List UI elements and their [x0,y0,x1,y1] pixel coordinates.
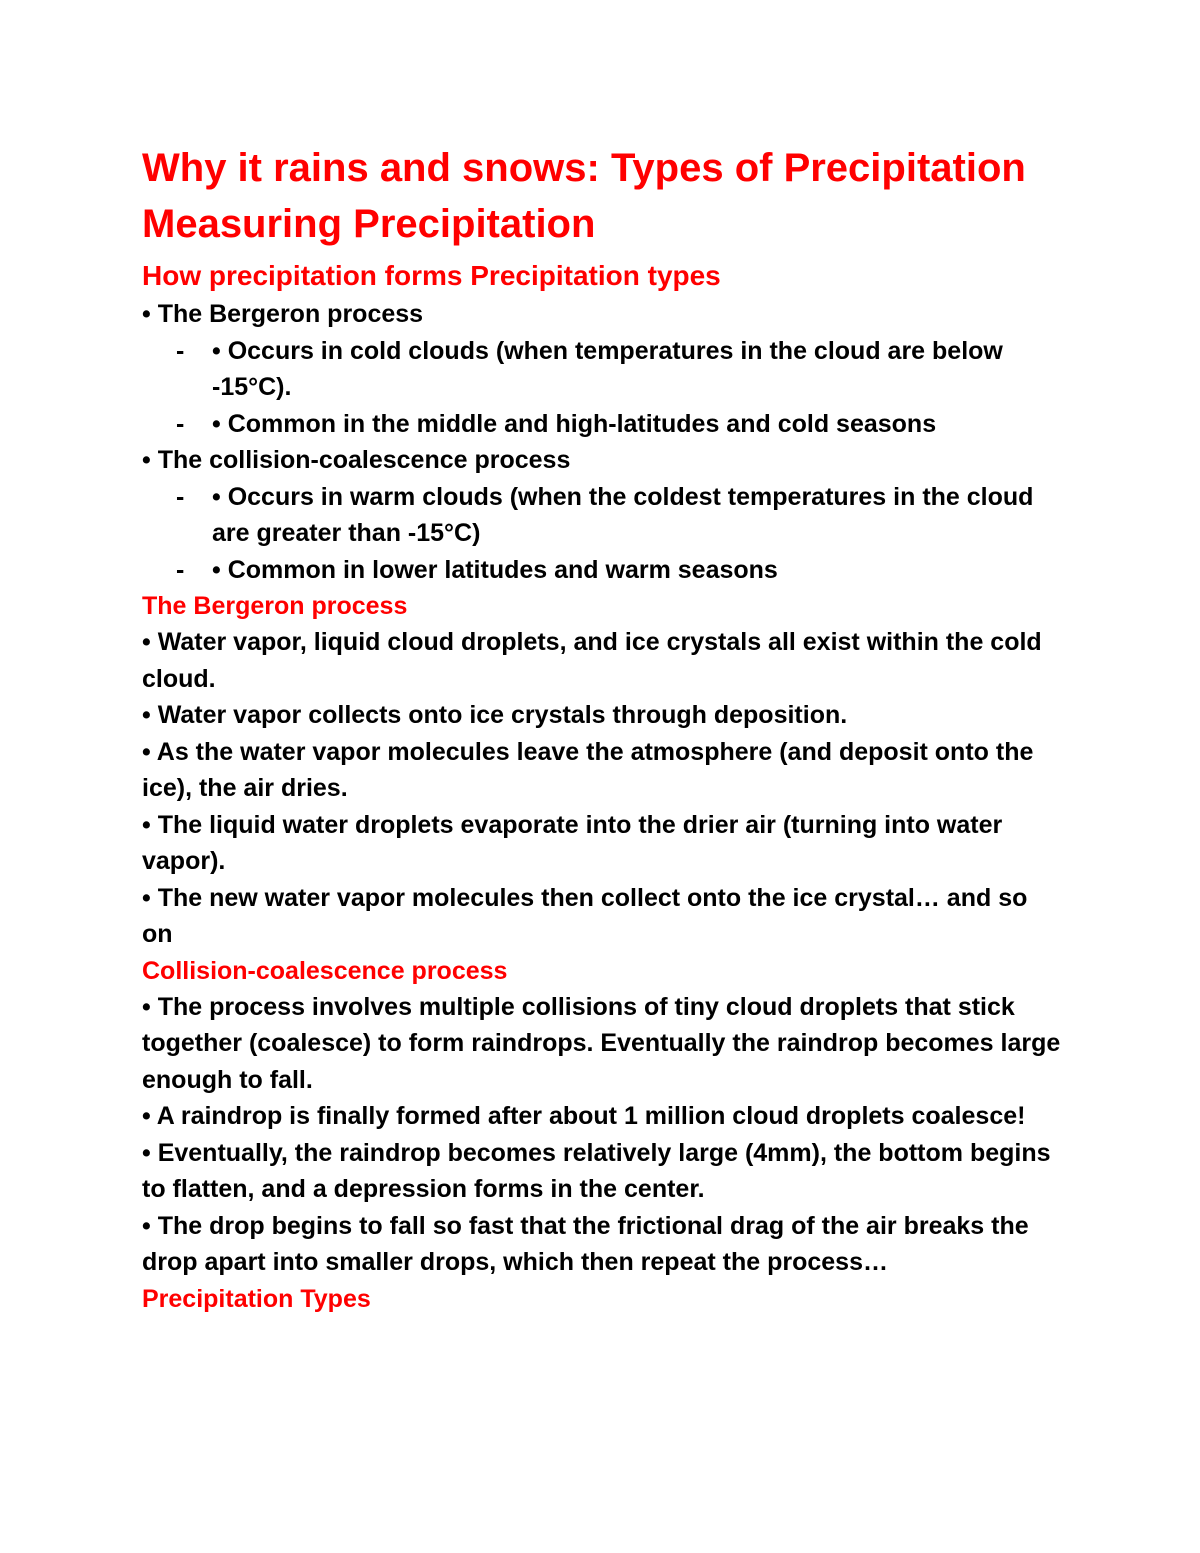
outline-subitem-text: • Occurs in cold clouds (when temperatures in the cloud are below -15°C). [212,336,1003,401]
outline-subitem [142,333,1062,406]
paragraph: • The process involves multiple collisions of tiny cloud droplets that stick together (coalesce) to form raindrops. Eventually the raindrop becomes large enough to fall. [142,992,1061,1094]
dash-bullet: - [176,336,185,365]
outline-subitem-text: • Common in the middle and high-latitudes and cold seasons [212,409,937,438]
bergeron-section [142,624,1062,953]
document-page [142,140,1062,1317]
dash-bullet: - [176,409,185,438]
outline-subitem [142,552,1062,589]
section-heading-precipitation-types: Precipitation Types [142,1284,371,1313]
collision-section [142,989,1062,1281]
page-title: Why it rains and snows: Types of Precipitation Measuring Precipitation [142,146,1026,246]
outline-item-bergeron: • The Bergeron process [142,300,424,328]
paragraph: • The new water vapor molecules then collect onto the ice crystal… and so on [142,883,1028,948]
outline-subitem [142,479,1062,552]
outline-list [142,296,1062,588]
dash-bullet: - [176,482,185,511]
outline-subitem [142,406,1062,443]
paragraph: • Eventually, the raindrop becomes relatively large (4mm), the bottom begins to flatten, and a depression forms in the center. [142,1138,1051,1203]
paragraph: • As the water vapor molecules leave the atmosphere (and deposit onto the ice), the air dries. [142,737,1034,802]
paragraph: • A raindrop is finally formed after about 1 million cloud droplets coalesce! [142,1102,1026,1130]
outline-subitem-text: • Common in lower latitudes and warm seasons [212,555,778,584]
section-heading-bergeron: The Bergeron process [142,592,408,620]
outline-item-collision: • The collision-coalescence process [142,446,571,474]
dash-bullet: - [176,555,185,584]
section-heading-collision: Collision-coalescence process [142,956,508,985]
outline-subitem-text: • Occurs in warm clouds (when the coldest temperatures in the cloud are greater than -15°C) [212,482,1034,547]
paragraph: • Water vapor, liquid cloud droplets, and ice crystals all exist within the cold cloud. [142,628,1042,693]
paragraph: • Water vapor collects onto ice crystals through deposition. [142,701,848,729]
subtitle: How precipitation forms Precipitation types [142,260,721,291]
paragraph: • The drop begins to fall so fast that the frictional drag of the air breaks the drop apart into smaller drops, which then repeat the process… [142,1211,1029,1276]
paragraph: • The liquid water droplets evaporate into the drier air (turning into water vapor). [142,810,1003,875]
